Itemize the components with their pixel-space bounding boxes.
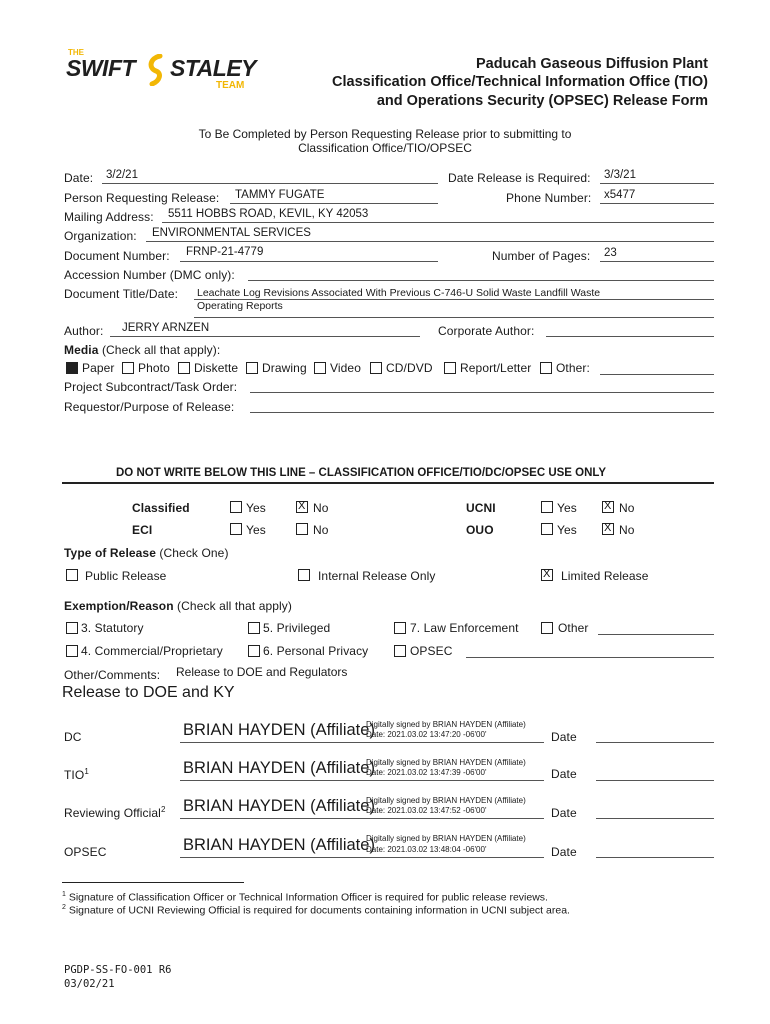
media-video-checkbox[interactable] — [314, 362, 326, 374]
org-field[interactable] — [146, 241, 714, 242]
classified-yes-checkbox[interactable] — [230, 501, 242, 513]
author-label: Author: — [64, 324, 104, 338]
media-paper-label: Paper — [82, 361, 115, 375]
signature-line[interactable] — [180, 780, 544, 781]
public-release-checkbox[interactable] — [66, 569, 78, 581]
doc-title-value-2: Operating Reports — [197, 300, 283, 312]
ucni-yes-label: Yes — [557, 501, 577, 515]
requester-field[interactable] — [230, 203, 438, 204]
media-photo-checkbox[interactable] — [122, 362, 134, 374]
signature-role-text: Reviewing Official — [64, 806, 161, 820]
signature-meta-2: Date: 2021.03.02 13:47:39 -06'00' — [366, 768, 487, 777]
header-line-2: Classification Office/Technical Information Office (TIO) — [332, 74, 708, 90]
media-paper-checkbox[interactable] — [66, 362, 78, 374]
form-date: 03/02/21 — [64, 978, 115, 990]
media-label — [64, 343, 220, 357]
eci-label: ECI — [132, 523, 153, 537]
media-drawing-label: Drawing — [262, 361, 307, 375]
law-enforcement-label: 7. Law Enforcement — [410, 621, 519, 635]
footnote-2 — [62, 904, 570, 917]
purpose-label: Requestor/Purpose of Release: — [64, 400, 235, 414]
signature-role: DC — [64, 730, 82, 744]
date-value: 3/2/21 — [106, 169, 138, 181]
footnote-2-mark: 2 — [62, 904, 66, 911]
eci-no-checkbox[interactable] — [296, 523, 308, 535]
instructions-line-2: Classification Office/TIO/OPSEC — [298, 141, 472, 155]
pages-field[interactable] — [600, 261, 714, 262]
signature-line[interactable] — [180, 818, 544, 819]
signature-role — [64, 767, 89, 782]
ouo-no-checkbox[interactable] — [602, 523, 614, 535]
signature-date-field[interactable] — [596, 742, 714, 743]
instructions-line-1: To Be Completed by Person Requesting Release prior to submitting to — [198, 127, 572, 141]
subcontract-field[interactable] — [250, 392, 714, 393]
other-exemption-checkbox[interactable] — [541, 622, 553, 634]
signature-date-field[interactable] — [596, 857, 714, 858]
media-photo-label: Photo — [138, 361, 170, 375]
classified-no-checkbox[interactable] — [296, 501, 308, 513]
media-label-bold: Media — [64, 343, 99, 357]
statutory-checkbox[interactable] — [66, 622, 78, 634]
ouo-label: OUO — [466, 523, 494, 537]
subcontract-label: Project Subcontract/Task Order: — [64, 380, 238, 394]
signature-date-label: Date — [551, 806, 577, 820]
eci-yes-checkbox[interactable] — [230, 523, 242, 535]
author-field[interactable] — [110, 336, 420, 337]
signature-name: BRIAN HAYDEN (Affiliate) — [183, 759, 375, 777]
privileged-label: 5. Privileged — [263, 621, 331, 635]
org-label: Organization: — [64, 229, 137, 243]
ucni-yes-checkbox[interactable] — [541, 501, 553, 513]
footnote-ref: 2 — [160, 805, 166, 814]
docnum-value: FRNP-21-4779 — [186, 246, 264, 258]
author-value: JERRY ARNZEN — [122, 322, 210, 334]
internal-release-label: Internal Release Only — [318, 569, 436, 583]
law-enforcement-checkbox[interactable] — [394, 622, 406, 634]
public-release-label: Public Release — [85, 569, 167, 583]
signature-role — [64, 805, 166, 820]
media-label-rest: (Check all that apply): — [98, 343, 221, 357]
corp-author-field[interactable] — [546, 336, 714, 337]
other-exemption-field[interactable] — [598, 634, 714, 635]
header-line-1: Paducah Gaseous Diffusion Plant — [475, 56, 708, 72]
accession-field[interactable] — [248, 280, 714, 281]
signature-meta-1: Digitally signed by BRIAN HAYDEN (Affiliate) — [366, 758, 526, 767]
media-cddvd-checkbox[interactable] — [370, 362, 382, 374]
privileged-checkbox[interactable] — [248, 622, 260, 634]
pages-label: Number of Pages: — [492, 249, 591, 263]
logo-swift: SWIFT — [66, 55, 136, 81]
exemption-rest: (Check all that apply) — [173, 599, 292, 613]
signature-role: OPSEC — [64, 845, 107, 859]
footnote-2-text: Signature of UCNI Reviewing Official is required for documents containing information in UCNI subject area. — [68, 904, 570, 917]
commercial-checkbox[interactable] — [66, 645, 78, 657]
release-type-rest: (Check One) — [155, 546, 229, 560]
signature-name: BRIAN HAYDEN (Affiliate) — [183, 797, 375, 815]
signature-date-label: Date — [551, 730, 577, 744]
ucni-no-checkbox[interactable] — [602, 501, 614, 513]
media-diskette-checkbox[interactable] — [178, 362, 190, 374]
org-value: ENVIRONMENTAL SERVICES — [152, 227, 311, 239]
classified-label: Classified — [132, 501, 190, 515]
pages-value: 23 — [604, 247, 617, 259]
ouo-yes-checkbox[interactable] — [541, 523, 553, 535]
signature-line[interactable] — [180, 742, 544, 743]
mailing-field[interactable] — [162, 222, 714, 223]
signature-date-label: Date — [551, 767, 577, 781]
media-other-checkbox[interactable] — [540, 362, 552, 374]
media-drawing-checkbox[interactable] — [246, 362, 258, 374]
mailing-label: Mailing Address: — [64, 210, 154, 224]
doc-title-value-1: Leachate Log Revisions Associated With Previous C-746-U Solid Waste Landfill Waste — [197, 287, 601, 299]
logo-the: THE — [68, 48, 84, 57]
signature-line[interactable] — [180, 857, 544, 858]
office-divider-text: DO NOT WRITE BELOW THIS LINE – CLASSIFICATION OFFICE/TIO/DC/OPSEC USE ONLY — [116, 467, 607, 479]
signature-date-field[interactable] — [596, 818, 714, 819]
internal-release-checkbox[interactable] — [298, 569, 310, 581]
media-other-field[interactable] — [600, 374, 714, 375]
eci-no-label: No — [313, 523, 329, 537]
docnum-field[interactable] — [180, 261, 438, 262]
ouo-no-label: No — [619, 523, 635, 537]
opsec-field[interactable] — [466, 657, 714, 658]
signature-meta-1: Digitally signed by BRIAN HAYDEN (Affiliate) — [366, 796, 526, 805]
doc-title-field-2[interactable] — [194, 317, 714, 318]
personal-privacy-checkbox[interactable] — [248, 645, 260, 657]
signature-meta-1: Digitally signed by BRIAN HAYDEN (Affiliate) — [366, 720, 526, 729]
signature-name: BRIAN HAYDEN (Affiliate) — [183, 836, 375, 854]
accession-label: Accession Number (DMC only): — [64, 268, 235, 282]
media-video-label: Video — [330, 361, 361, 375]
purpose-field[interactable] — [250, 412, 714, 413]
ucni-no-label: No — [619, 501, 635, 515]
swift-staley-logo — [66, 48, 258, 94]
ucni-label: UCNI — [466, 501, 496, 515]
corp-author-label: Corporate Author: — [438, 324, 535, 338]
form-id: PGDP-SS-FO-001 R6 — [64, 964, 172, 976]
phone-label: Phone Number: — [506, 191, 592, 205]
release-type-bold: Type of Release — [64, 546, 156, 560]
media-diskette-label: Diskette — [194, 361, 239, 375]
media-report-label: Report/Letter — [460, 361, 532, 375]
limited-release-label: Limited Release — [561, 569, 649, 583]
signature-date-field[interactable] — [596, 780, 714, 781]
opsec-checkbox[interactable] — [394, 645, 406, 657]
header-line-3: and Operations Security (OPSEC) Release Form — [376, 93, 708, 109]
signature-role-text: TIO — [64, 768, 85, 782]
date-label: Date: — [64, 171, 94, 185]
footnote-1 — [62, 891, 548, 904]
exemption-label — [64, 599, 292, 613]
requester-value: TAMMY FUGATE — [235, 189, 325, 201]
limited-release-checkbox[interactable] — [541, 569, 553, 581]
statutory-label: 3. Statutory — [81, 621, 144, 635]
eci-yes-label: Yes — [246, 523, 266, 537]
date-required-field[interactable] — [600, 183, 714, 184]
opsec-label: OPSEC — [410, 644, 453, 658]
date-field[interactable] — [102, 183, 438, 184]
ouo-yes-label: Yes — [557, 523, 577, 537]
exemption-bold: Exemption/Reason — [64, 599, 174, 613]
date-required-label: Date Release is Required: — [448, 171, 591, 185]
requester-label: Person Requesting Release: — [64, 191, 220, 205]
comments-label: Other/Comments: — [64, 668, 161, 682]
signature-meta-2: Date: 2021.03.02 13:47:20 -06'00' — [366, 730, 487, 739]
logo-staley: STALEY — [170, 55, 257, 81]
logo-mark-icon — [144, 54, 170, 86]
media-other-label: Other: — [556, 361, 590, 375]
doc-title-label: Document Title/Date: — [64, 287, 179, 301]
signature-name: BRIAN HAYDEN (Affiliate) — [183, 721, 375, 739]
signature-meta-1: Digitally signed by BRIAN HAYDEN (Affiliate) — [366, 834, 526, 843]
logo-team: TEAM — [216, 80, 245, 91]
date-required-value: 3/3/21 — [604, 169, 636, 181]
phone-value: x5477 — [604, 189, 636, 201]
classified-yes-label: Yes — [246, 501, 266, 515]
phone-field[interactable] — [600, 203, 714, 204]
comments-big-text: Release to DOE and KY — [62, 684, 235, 701]
other-exemption-label: Other — [558, 621, 589, 635]
signature-date-label: Date — [551, 845, 577, 859]
footnote-ref: 1 — [84, 767, 89, 776]
office-divider-line — [62, 482, 714, 484]
footnote-1-mark: 1 — [62, 891, 66, 898]
footnote-1-text: Signature of Classification Officer or Technical Information Officer is required for public release reviews. — [68, 891, 548, 904]
personal-privacy-label: 6. Personal Privacy — [263, 644, 369, 658]
docnum-label: Document Number: — [64, 249, 170, 263]
classified-no-label: No — [313, 501, 329, 515]
comments-value: Release to DOE and Regulators — [176, 665, 348, 679]
commercial-label: 4. Commercial/Proprietary — [81, 644, 223, 658]
release-type-label — [64, 546, 229, 560]
media-cddvd-label: CD/DVD — [386, 361, 433, 375]
signature-meta-2: Date: 2021.03.02 13:47:52 -06'00' — [366, 806, 487, 815]
mailing-value: 5511 HOBBS ROAD, KEVIL, KY 42053 — [168, 208, 369, 220]
signature-meta-2: Date: 2021.03.02 13:48:04 -06'00' — [366, 845, 487, 854]
media-report-checkbox[interactable] — [444, 362, 456, 374]
footnote-separator — [62, 882, 244, 883]
